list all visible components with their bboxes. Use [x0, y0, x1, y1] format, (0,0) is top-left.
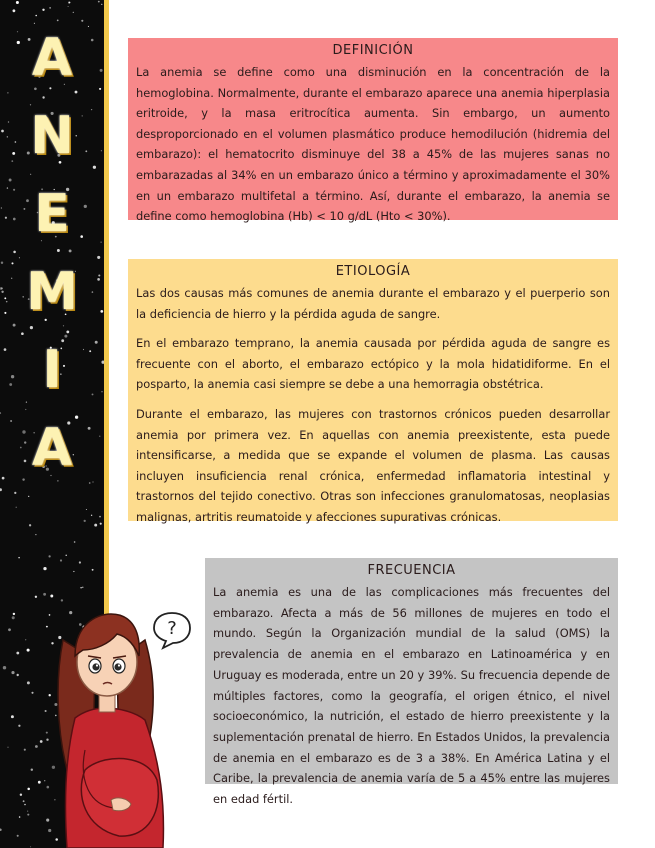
star-dot: [18, 557, 20, 559]
pregnant-woman-illustration: [45, 600, 165, 848]
star-dot: [16, 507, 17, 508]
star-dot: [35, 745, 38, 748]
star-dot: [16, 652, 19, 655]
vertical-title: [0, 28, 104, 500]
star-dot: [27, 649, 30, 652]
etiologia-title: ETIOLOGÍA: [335, 264, 411, 279]
title-letter: I: [42, 340, 62, 400]
star-dot: [40, 740, 43, 743]
title-letter: M: [26, 262, 78, 322]
star-dot: [31, 768, 33, 770]
star-dot: [30, 846, 31, 847]
star-dot: [27, 811, 28, 812]
star-dot: [91, 515, 92, 516]
star-dot: [29, 524, 31, 526]
star-dot: [99, 516, 101, 518]
star-dot: [27, 788, 30, 791]
star-dot: [42, 9, 44, 11]
star-dot: [7, 747, 8, 748]
star-dot: [11, 715, 14, 718]
star-dot: [50, 595, 53, 598]
star-dot: [20, 793, 22, 795]
star-dot: [18, 725, 20, 727]
star-dot: [35, 596, 37, 598]
frecuencia-title: FRECUENCIA: [367, 563, 456, 578]
star-dot: [73, 12, 74, 13]
etiologia-paragraph: Durante el embarazo, las mujeres con trastornos crónicos pueden desarrollar anemia por primera vez. En aquellas con anemia preexistente, esta puede intensificarse, a medida que se expande el volumen de plasma. Las causas incluyen insuficiencia renal crónica, enfermedad inflamatoria intestinal y trastornos del tejido conectivo. Otras son infecciones granulomatosas, neoplasias malignas, artritis reumatoide y afecciones supurativas crónicas.: [136, 406, 610, 524]
title-letter: A: [31, 418, 73, 478]
frecuencia-section: [205, 558, 618, 807]
star-dot: [86, 509, 87, 510]
star-dot: [88, 26, 89, 27]
star-dot: [34, 23, 35, 24]
star-dot: [94, 524, 97, 527]
etiologia-paragraph: Las dos causas más comunes de anemia durante el embarazo y el puerperio son la deficiencia de hierro y la pérdida aguda de sangre.: [136, 286, 610, 321]
star-dot: [68, 2, 70, 4]
title-letter: A: [31, 28, 73, 88]
star-dot: [0, 828, 2, 831]
star-dot: [84, 520, 86, 522]
star-dot: [35, 15, 37, 17]
definicion-section: [128, 38, 618, 224]
star-dot: [17, 835, 19, 837]
star-dot: [80, 587, 81, 588]
star-dot: [48, 555, 50, 557]
star-dot: [12, 616, 15, 619]
star-dot: [16, 1, 19, 4]
star-dot: [73, 571, 74, 572]
star-dot: [100, 523, 102, 525]
star-dot: [60, 559, 62, 561]
star-dot: [65, 555, 66, 556]
star-dot: [43, 567, 46, 570]
star-dot: [101, 4, 102, 5]
star-dot: [98, 1, 100, 3]
star-dot: [35, 534, 36, 535]
star-dot: [13, 613, 15, 615]
star-dot: [11, 671, 14, 674]
question-mark: ?: [167, 618, 177, 639]
star-dot: [3, 666, 6, 669]
title-letter: N: [30, 106, 74, 166]
star-dot: [8, 628, 11, 631]
star-dot: [49, 7, 50, 8]
star-dot: [92, 569, 94, 571]
title-letter: E: [34, 184, 70, 244]
star-dot: [43, 593, 46, 596]
star-dot: [82, 587, 83, 588]
star-dot: [57, 20, 59, 22]
star-dot: [24, 749, 26, 751]
star-dot: [38, 781, 41, 784]
star-dot: [13, 9, 16, 12]
star-dot: [31, 692, 33, 694]
star-dot: [27, 681, 30, 684]
definicion-paragraph: La anemia se define como una disminución en la concentración de la hemoglobina. Normalmente, durante el embarazo aparece una anemia hiperplasia eritroide, y la masa eritrocítica aumenta. Sin embargo, un aumento desproporcionado en el volumen plasmático produce hemodilución (hidremia del embarazo): el hematocrito disminuye del 38 a 45% de las mujeres sanas no embarazadas al 34% en un embarazo único a término y aproximadamente el 30% en un embarazo multifetal a término. Así, durante el embarazo, la anemia se define como hemoglobina (Hb) < 10 g/dL (Hto < 30%).: [136, 65, 610, 224]
etiologia-section: [128, 259, 618, 524]
star-dot: [24, 804, 26, 806]
star-dot: [81, 20, 83, 22]
star-dot: [79, 561, 81, 563]
star-dot: [27, 814, 29, 816]
star-dot: [19, 816, 21, 818]
star-dot: [25, 639, 26, 640]
etiologia-paragraph: En el embarazo temprano, la anemia causada por pérdida aguda de sangre es frecuente con el aborto, el embarazo ectópico y la mola hidatidiforme. En el posparto, la anemia casi siempre se debe a una hemorragia obstétrica.: [136, 336, 610, 392]
star-dot: [74, 541, 76, 543]
star-dot: [23, 800, 25, 802]
star-dot: [68, 6, 69, 7]
star-dot: [17, 674, 19, 676]
frecuencia-paragraph: La anemia es una de las complicaciones más frecuentes del embarazo. Afecta a más de 56 millones de mujeres en todo el mundo. Según la Organización mundial de la salud (OMS) la prevalencia de anemia en el embarazo en Latinoamérica y en Uruguay es moderada, entre un 20 y 39%. Su frecuencia depende de múltiples factores, como la geografía, el origen étnico, el nivel socioeconómico, la nutrición, el estado de hierro preexistente y la suplementación prenatal de hierro. En Estados Unidos, la prevalencia de anemia en el embarazo es de 3 a 38%. En América Latina y el Caribe, la prevalencia de anemia varía de 5 a 45% entre las mujeres en edad fértil.: [213, 585, 610, 807]
definicion-title: DEFINICIÓN: [332, 43, 414, 58]
